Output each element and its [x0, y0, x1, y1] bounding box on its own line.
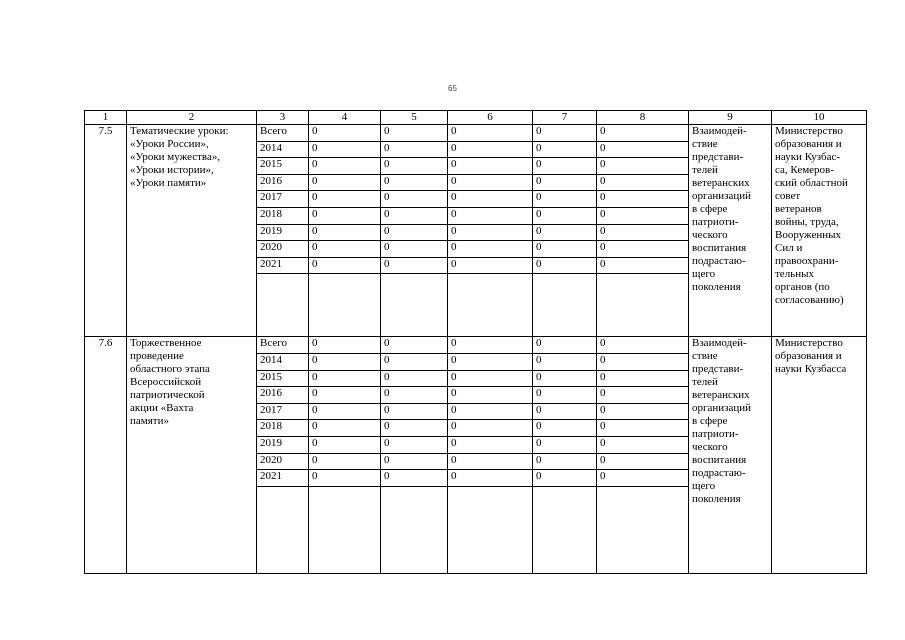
- value-cell: 0: [309, 241, 381, 258]
- year-cell: 2014: [257, 353, 309, 370]
- value-cell: 0: [309, 224, 381, 241]
- value-cell: 0: [309, 191, 381, 208]
- value-cell: 0: [381, 224, 448, 241]
- value-cell: 0: [381, 174, 448, 191]
- value-cell: 0: [448, 436, 533, 453]
- year-cell: 2019: [257, 224, 309, 241]
- column-header: 6: [448, 111, 533, 125]
- value-cell: 0: [309, 470, 381, 487]
- expected-result-line: представи-: [692, 363, 744, 376]
- year-cell: 2019: [257, 436, 309, 453]
- expected-result-line: воспитания: [692, 242, 747, 254]
- column-header: 2: [127, 111, 257, 125]
- value-cell: 0: [381, 141, 448, 158]
- value-cell: 0: [597, 387, 689, 404]
- empty-cell: [533, 486, 597, 573]
- expected-result-line: в сфере: [692, 203, 728, 215]
- year-cell: 2014: [257, 141, 309, 158]
- column-header: 7: [533, 111, 597, 125]
- item-name-line: Торжественное: [130, 337, 202, 350]
- executor-line: ский областной: [775, 177, 848, 189]
- value-cell: 0: [533, 436, 597, 453]
- expected-result-line: ветеранских: [692, 389, 750, 402]
- value-cell: 0: [309, 436, 381, 453]
- value-cell: 0: [597, 191, 689, 208]
- value-cell: 0: [381, 191, 448, 208]
- value-cell: 0: [533, 158, 597, 175]
- empty-cell: [309, 486, 381, 573]
- executor-line: образования и: [775, 138, 842, 150]
- table-row: [85, 125, 867, 142]
- value-cell: 0: [597, 453, 689, 470]
- value-cell: 0: [381, 420, 448, 437]
- value-cell: 0: [448, 370, 533, 387]
- year-cell: 2017: [257, 403, 309, 420]
- item-name: [127, 125, 257, 337]
- executor-line: органов (по: [775, 281, 830, 293]
- value-cell: 0: [381, 241, 448, 258]
- executor-line: образования и: [775, 350, 842, 363]
- empty-cell: [309, 274, 381, 337]
- value-cell: 0: [597, 174, 689, 191]
- year-cell: 2020: [257, 241, 309, 258]
- value-cell: 0: [533, 174, 597, 191]
- value-cell: 0: [309, 337, 381, 354]
- value-cell: 0: [448, 387, 533, 404]
- executor-line: Министерство: [775, 337, 843, 350]
- expected-result-line: Взаимодей-: [692, 337, 747, 350]
- value-cell: 0: [309, 387, 381, 404]
- empty-cell: [381, 274, 448, 337]
- item-name-line: Всероссийской: [130, 376, 202, 389]
- value-cell: 0: [533, 453, 597, 470]
- executor-line: тельных: [775, 268, 814, 280]
- expected-result-line: Взаимодей-: [692, 125, 747, 137]
- value-cell: 0: [381, 125, 448, 142]
- value-cell: 0: [381, 257, 448, 274]
- year-cell: 2016: [257, 387, 309, 404]
- value-cell: 0: [309, 453, 381, 470]
- executor-line: Сил и: [775, 242, 803, 254]
- value-cell: 0: [309, 158, 381, 175]
- value-cell: 0: [448, 420, 533, 437]
- value-cell: 0: [309, 141, 381, 158]
- value-cell: 0: [448, 125, 533, 142]
- year-cell: Всего: [257, 125, 309, 142]
- value-cell: 0: [381, 387, 448, 404]
- value-cell: 0: [309, 174, 381, 191]
- value-cell: 0: [597, 403, 689, 420]
- year-cell: 2015: [257, 370, 309, 387]
- expected-result-line: ческого: [692, 229, 728, 241]
- empty-cell: [381, 486, 448, 573]
- expected-result-line: организаций: [692, 190, 752, 202]
- value-cell: 0: [533, 370, 597, 387]
- year-cell: 2021: [257, 257, 309, 274]
- value-cell: 0: [597, 436, 689, 453]
- expected-result-line: ствие: [692, 138, 718, 150]
- year-cell: 2018: [257, 420, 309, 437]
- expected-result-line: патриоти-: [692, 216, 739, 228]
- value-cell: 0: [448, 207, 533, 224]
- column-header: 8: [597, 111, 689, 125]
- value-cell: 0: [309, 353, 381, 370]
- value-cell: 0: [597, 337, 689, 354]
- value-cell: 0: [533, 470, 597, 487]
- item-name-line: Тематические уроки:: [130, 125, 229, 137]
- executor-line: Вооруженных: [775, 229, 842, 241]
- value-cell: 0: [597, 257, 689, 274]
- value-cell: 0: [448, 353, 533, 370]
- expected-result-line: подрастаю-: [692, 467, 746, 480]
- expected-result: [689, 125, 772, 337]
- year-cell: Всего: [257, 337, 309, 354]
- item-name-line: «Уроки мужества»,: [130, 151, 221, 163]
- value-cell: 0: [597, 141, 689, 158]
- empty-cell: [448, 486, 533, 573]
- year-cell: 2021: [257, 470, 309, 487]
- expected-result-line: телей: [692, 376, 718, 389]
- year-cell: 2017: [257, 191, 309, 208]
- value-cell: 0: [381, 470, 448, 487]
- value-cell: 0: [448, 174, 533, 191]
- value-cell: 0: [448, 337, 533, 354]
- value-cell: 0: [597, 224, 689, 241]
- value-cell: 0: [309, 125, 381, 142]
- expected-result-line: телей: [692, 164, 718, 176]
- value-cell: 0: [597, 370, 689, 387]
- value-cell: 0: [597, 125, 689, 142]
- value-cell: 0: [381, 403, 448, 420]
- item-number: 7.5: [85, 125, 127, 337]
- expected-result-line: организаций: [692, 402, 752, 415]
- empty-cell: [533, 274, 597, 337]
- item-name-line: проведение: [130, 350, 184, 363]
- value-cell: 0: [448, 141, 533, 158]
- value-cell: 0: [533, 141, 597, 158]
- year-cell: 2016: [257, 174, 309, 191]
- column-header: 5: [381, 111, 448, 125]
- value-cell: 0: [597, 420, 689, 437]
- value-cell: 0: [533, 403, 597, 420]
- value-cell: 0: [533, 420, 597, 437]
- value-cell: 0: [533, 337, 597, 354]
- value-cell: 0: [533, 241, 597, 258]
- value-cell: 0: [309, 370, 381, 387]
- executor: [772, 337, 867, 573]
- expected-result-line: щего: [692, 268, 716, 280]
- value-cell: 0: [448, 191, 533, 208]
- column-header: 4: [309, 111, 381, 125]
- column-header: 3: [257, 111, 309, 125]
- value-cell: 0: [448, 453, 533, 470]
- expected-result-line: патриоти-: [692, 428, 739, 441]
- item-name-line: областного этапа: [130, 363, 210, 376]
- value-cell: 0: [533, 207, 597, 224]
- expected-result-line: ветеранских: [692, 177, 750, 189]
- executor-line: науки Кузбасса: [775, 363, 847, 376]
- year-cell: 2020: [257, 453, 309, 470]
- expected-result-line: поколения: [692, 493, 741, 506]
- item-name-line: памяти»: [130, 415, 169, 428]
- value-cell: 0: [533, 224, 597, 241]
- value-cell: 0: [309, 420, 381, 437]
- value-cell: 0: [597, 158, 689, 175]
- value-cell: 0: [533, 257, 597, 274]
- expected-result-line: ствие: [692, 350, 718, 363]
- executor-line: согласованию): [775, 294, 844, 306]
- empty-cell: [597, 274, 689, 337]
- value-cell: 0: [448, 257, 533, 274]
- column-header: 9: [689, 111, 772, 125]
- item-name-line: «Уроки памяти»: [130, 177, 207, 189]
- value-cell: 0: [448, 224, 533, 241]
- year-cell: 2015: [257, 158, 309, 175]
- value-cell: 0: [309, 257, 381, 274]
- column-header: 1: [85, 111, 127, 125]
- value-cell: 0: [448, 403, 533, 420]
- empty-cell: [597, 486, 689, 573]
- value-cell: 0: [309, 403, 381, 420]
- item-name-line: патриотической: [130, 389, 205, 402]
- value-cell: 0: [381, 353, 448, 370]
- value-cell: 0: [448, 241, 533, 258]
- expected-result-line: поколения: [692, 281, 741, 293]
- expected-result-line: воспитания: [692, 454, 747, 467]
- item-number: 7.6: [85, 337, 127, 573]
- value-cell: 0: [381, 158, 448, 175]
- table-row: [85, 337, 867, 354]
- expected-result-line: в сфере: [692, 415, 728, 428]
- executor-line: са, Кемеров-: [775, 164, 834, 176]
- executor-line: Министерство: [775, 125, 843, 137]
- executor-line: ветеранов: [775, 203, 822, 215]
- item-name-line: «Уроки России»,: [130, 138, 209, 150]
- value-cell: 0: [533, 191, 597, 208]
- executor: [772, 125, 867, 337]
- item-name-line: акции «Вахта: [130, 402, 194, 415]
- empty-cell: [448, 274, 533, 337]
- value-cell: 0: [597, 353, 689, 370]
- value-cell: 0: [381, 370, 448, 387]
- value-cell: 0: [597, 241, 689, 258]
- empty-cell: [257, 486, 309, 573]
- executor-line: науки Кузбас-: [775, 151, 841, 163]
- value-cell: 0: [533, 125, 597, 142]
- expected-result-line: щего: [692, 480, 716, 493]
- executor-line: войны, труда,: [775, 216, 839, 228]
- value-cell: 0: [309, 207, 381, 224]
- column-header: 10: [772, 111, 867, 125]
- value-cell: 0: [533, 387, 597, 404]
- value-cell: 0: [381, 207, 448, 224]
- program-table: [84, 110, 867, 574]
- expected-result-line: представи-: [692, 151, 744, 163]
- executor-line: совет: [775, 190, 801, 202]
- value-cell: 0: [381, 453, 448, 470]
- value-cell: 0: [381, 337, 448, 354]
- value-cell: 0: [597, 470, 689, 487]
- value-cell: 0: [381, 436, 448, 453]
- column-header-row: [85, 111, 867, 125]
- value-cell: 0: [448, 470, 533, 487]
- expected-result: [689, 337, 772, 573]
- executor-line: правоохрани-: [775, 255, 839, 267]
- expected-result-line: ческого: [692, 441, 728, 454]
- empty-cell: [257, 274, 309, 337]
- expected-result-line: подрастаю-: [692, 255, 746, 267]
- value-cell: 0: [597, 207, 689, 224]
- item-name-line: «Уроки истории»,: [130, 164, 214, 176]
- value-cell: 0: [533, 353, 597, 370]
- value-cell: 0: [448, 158, 533, 175]
- item-name: [127, 337, 257, 573]
- page-number: 65: [448, 84, 457, 93]
- year-cell: 2018: [257, 207, 309, 224]
